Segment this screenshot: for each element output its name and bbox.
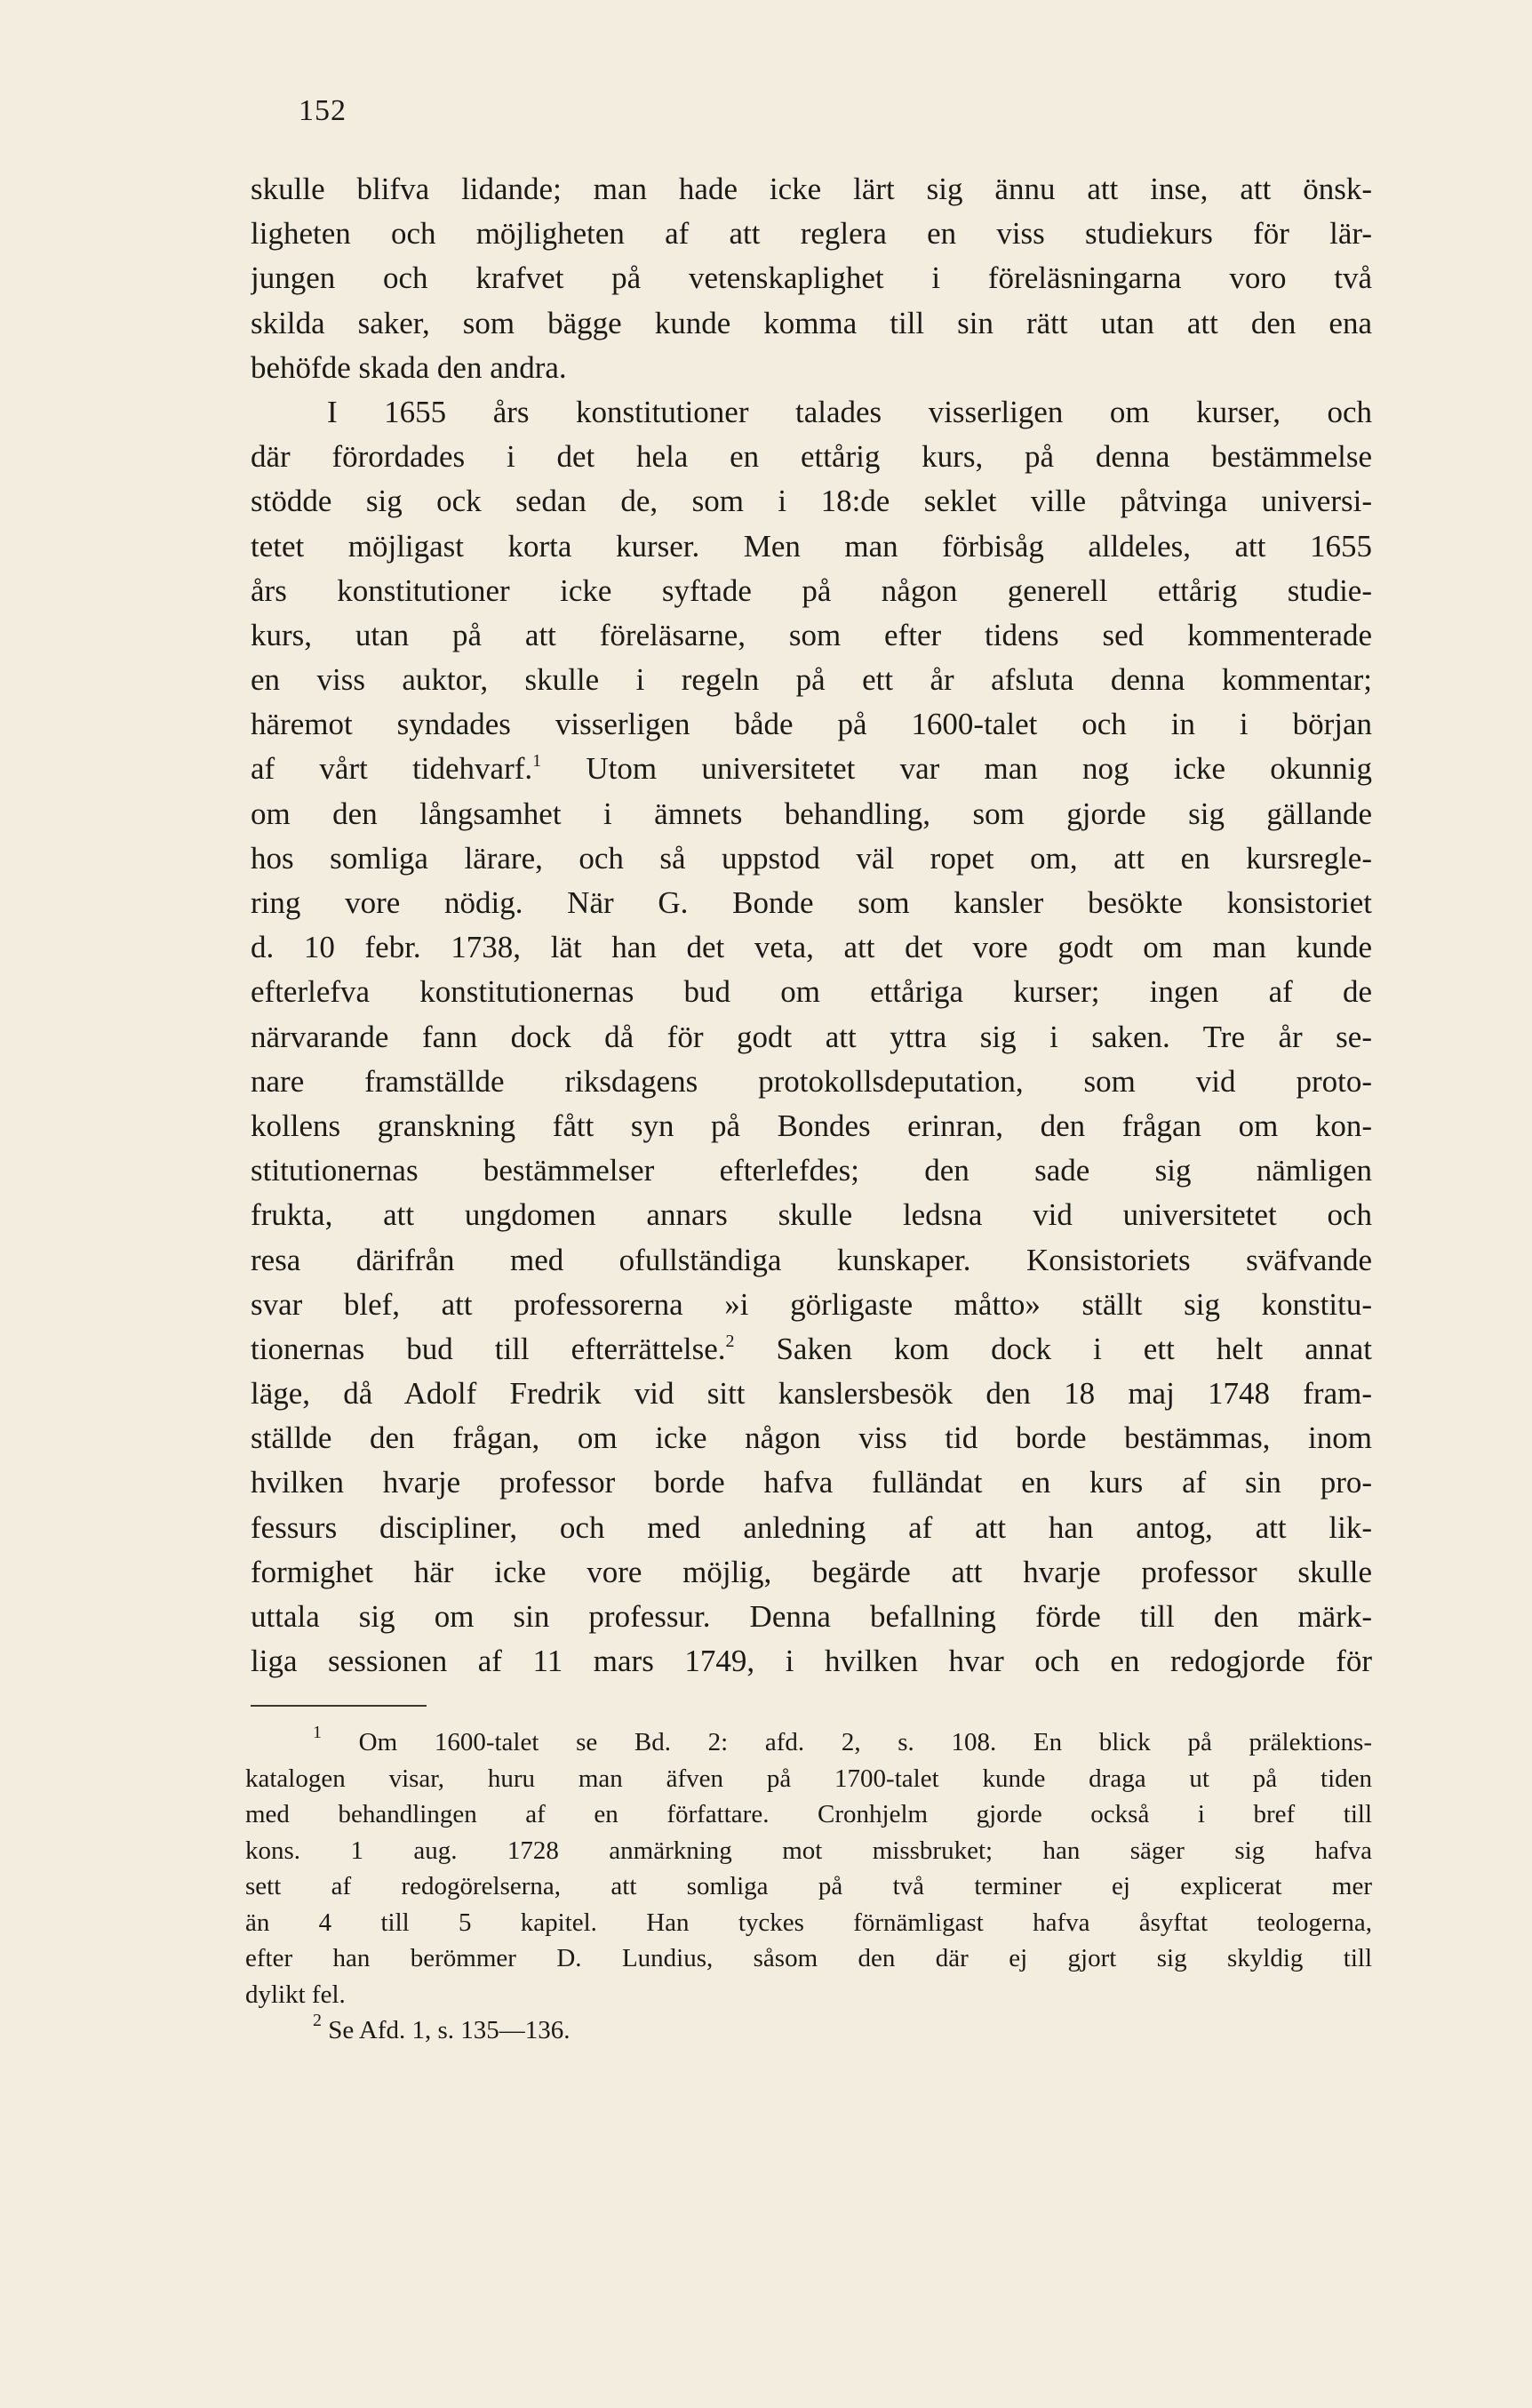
footnote-line: $^2$ Se Afd. 1, s. 135—136.: [313, 2012, 571, 2044]
text-line: närvarande fann dock då för godt att yttra sig i saken. Tre år se-: [251, 1019, 1372, 1054]
footnote-ref: 1: [532, 751, 542, 772]
paragraph-start-line: I 1655 års konstitutioner talades visserligen om kurser, och: [327, 394, 1372, 429]
footnote-line: kons. 1 aug. 1728 anmärkning mot missbruket; han säger sig hafva: [245, 1836, 1372, 1865]
footnote-line: med behandlingen af en författare. Cronhjelm gjorde också i bref till: [245, 1800, 1372, 1828]
text-line: års konstitutioner icke syftade på någon generell ettårig studie-: [251, 572, 1372, 608]
text-line: uttala sig om sin professur. Denna befallning förde till den märk-: [251, 1599, 1372, 1634]
text-line: kurs, utan på att föreläsarne, som efter tidens sed kommenterade: [251, 617, 1372, 652]
text-line: svar blef, att professorerna »i görligaste måtto» ställt sig konstitu-: [251, 1286, 1372, 1322]
text-line: liga sessionen af 11 mars 1749, i hvilken hvar och en redogjorde för: [251, 1644, 1372, 1679]
footnote-line: efter han berömmer D. Lundius, såsom den där ej gjort sig skyldig till: [245, 1944, 1372, 1972]
text-line: skulle blifva lidande; man hade icke lärt sig ännu att inse, att önsk-: [251, 172, 1372, 206]
footnote-line: dylikt fel.: [245, 1980, 346, 2009]
footnote-marker: 2: [313, 2012, 322, 2030]
text-line: kollens granskning fått syn på Bondes erinran, den frågan om kon-: [251, 1108, 1372, 1143]
text-line: formighet här icke vore möjlig, begärde att hvarje professor skulle: [251, 1554, 1372, 1589]
text-line: tionernas bud till efterrättelse.$^2$ Saken kom dock i ett helt annat: [251, 1331, 1372, 1366]
footnote-line: sett af redogörelserna, att somliga på två terminer ej explicerat mer: [245, 1872, 1372, 1900]
text-line: där förordades i det hela en ettårig kurs, på denna bestämmelse: [251, 439, 1372, 475]
footnotes: [245, 1724, 1372, 2049]
footnote-line: $^1$ Om 1600-talet se Bd. 2: afd. 2, s. 108. En blick på prälektions-: [313, 1724, 1372, 1756]
text-line: en viss auktor, skulle i regeln på ett år afsluta denna kommentar;: [251, 662, 1372, 698]
body-text: [251, 167, 1372, 1684]
text-line: jungen och krafvet på vetenskaplighet i föreläsningarna voro två: [251, 260, 1372, 296]
text-line: stödde sig ock sedan de, som i 18:de seklet ville påtvinga universi-: [251, 484, 1372, 519]
text-line: af vårt tidehvarf.$^1$ Utom universitetet var man nog icke okunnig: [251, 751, 1372, 787]
text-line: häremot syndades visserligen både på 1600-talet och in i början: [251, 707, 1372, 742]
footnote-line: än 4 till 5 kapitel. Han tyckes förnämligast hafva åsyftat teologerna,: [245, 1908, 1372, 1937]
text-line: fessurs discipliner, och med anledning af att han antog, att lik-: [251, 1509, 1372, 1545]
text-line: om den långsamhet i ämnets behandling, som gjorde sig gällande: [251, 796, 1372, 831]
text-line: ring vore nödig. När G. Bonde som kansler besökte konsistoriet: [251, 885, 1372, 920]
text-line: stitutionernas bestämmelser efterlefdes; den sade sig nämligen: [251, 1153, 1372, 1188]
text-line: ställde den frågan, om icke någon viss tid borde bestämmas, inom: [251, 1420, 1372, 1456]
footnote-divider: [251, 1705, 427, 1707]
text-line: behöfde skada den andra.: [251, 349, 567, 385]
text-line: hvilken hvarje professor borde hafva fulländat en kurs af sin pro-: [251, 1465, 1372, 1500]
footnote-line: katalogen visar, huru man äfven på 1700-talet kunde draga ut på tiden: [245, 1764, 1372, 1793]
text-line: nare framställde riksdagens protokollsdeputation, som vid proto-: [251, 1063, 1372, 1099]
text-line: tetet möjligast korta kurser. Men man förbisåg alldeles, att 1655: [251, 528, 1372, 564]
text-line: resa därifrån med ofullständiga kunskaper. Konsistoriets sväfvande: [251, 1242, 1372, 1277]
page-number: 152: [299, 94, 347, 127]
footnote-ref: 2: [725, 1331, 735, 1351]
text-line: efterlefva konstitutionernas bud om ettåriga kurser; ingen af de: [251, 974, 1372, 1010]
text-line: d. 10 febr. 1738, lät han det veta, att det vore godt om man kunde: [251, 930, 1372, 965]
footnote-marker: 1: [313, 1724, 322, 1742]
text-line: läge, då Adolf Fredrik vid sitt kanslersbesök den 18 maj 1748 fram-: [251, 1376, 1372, 1412]
text-line: ligheten och möjligheten af att reglera en viss studiekurs för lär-: [251, 216, 1372, 252]
text-line: skilda saker, som bägge kunde komma till sin rätt utan att den ena: [251, 305, 1372, 340]
text-line: frukta, att ungdomen annars skulle ledsna vid universitetet och: [251, 1197, 1372, 1233]
text-line: hos somliga lärare, och så uppstod väl ropet om, att en kursregle-: [251, 840, 1372, 876]
